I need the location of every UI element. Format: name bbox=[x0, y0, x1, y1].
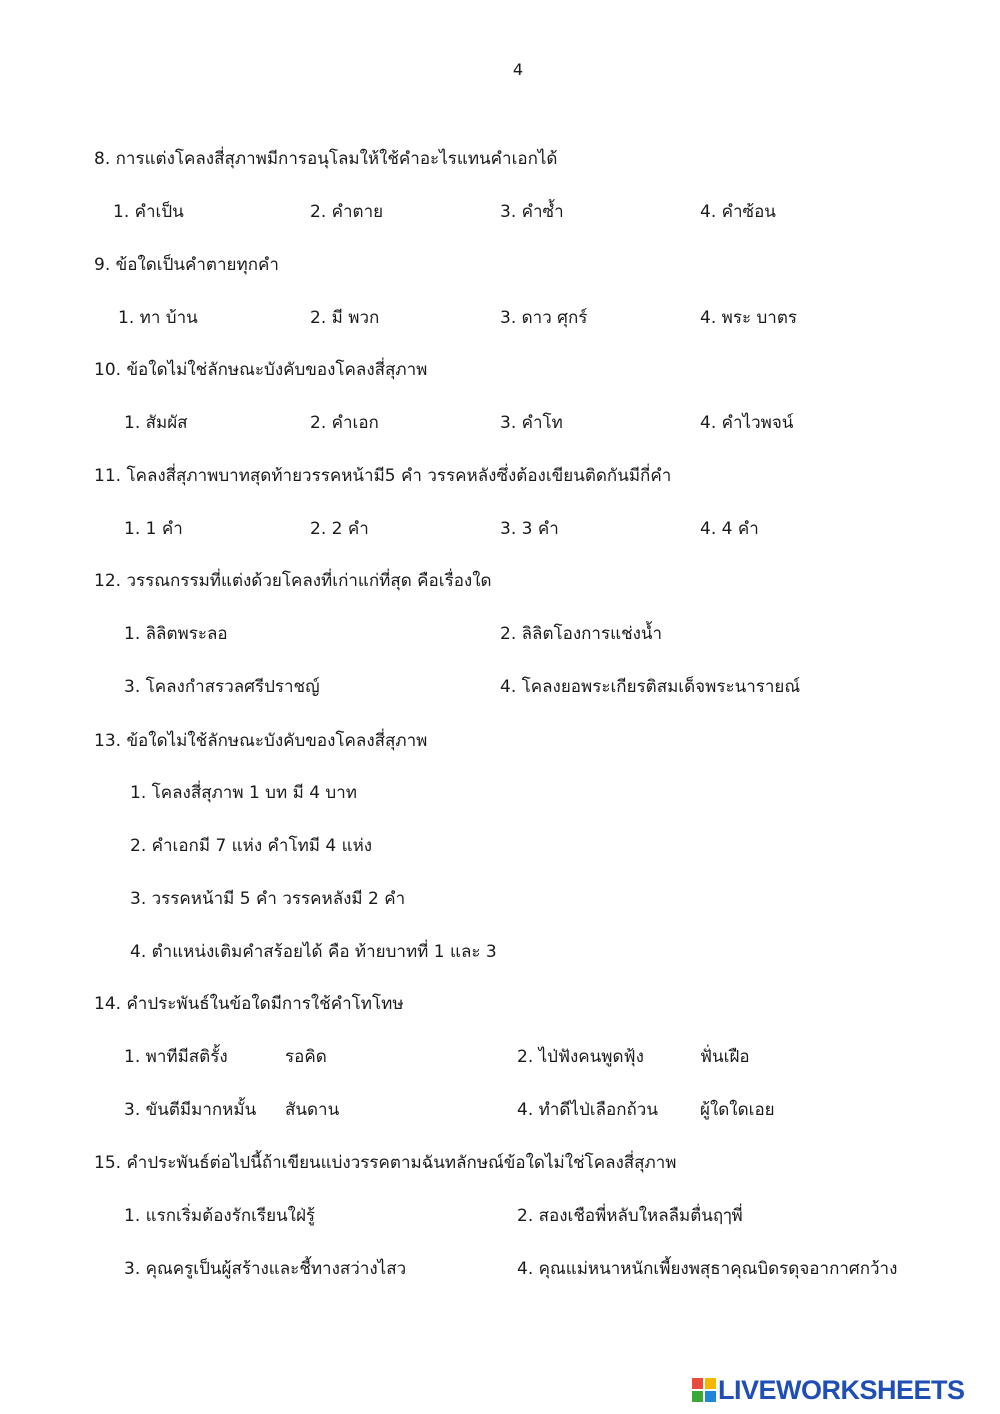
q11-option-3[interactable]: 3. 3 คำ bbox=[500, 519, 559, 539]
q14-option-1-second-half: รอคิด bbox=[285, 1047, 327, 1067]
q10-option-3[interactable]: 3. คำโท bbox=[500, 413, 563, 433]
q14-option-2-second-half: ฟั่นเฝือ bbox=[700, 1047, 750, 1067]
q15-option-2[interactable]: 2. สองเชือพี่หลับใหลลืมตื่นฤๅพี่ bbox=[517, 1206, 743, 1226]
q15-option-1[interactable]: 1. แรกเริ่มต้องรักเรียนใฝ่รู้ bbox=[124, 1206, 316, 1226]
q13-option-1[interactable]: 1. โคลงสี่สุภาพ 1 บท มี 4 บาท bbox=[130, 783, 357, 803]
q8-option-3[interactable]: 3. คำซ้ำ bbox=[500, 202, 564, 222]
q10-option-1[interactable]: 1. สัมผัส bbox=[124, 413, 188, 433]
question-12-text: 12. วรรณกรรมที่แต่งด้วยโคลงที่เก่าแก่ที่สุด คือเรื่องใด bbox=[94, 571, 492, 591]
q14-option-1[interactable]: 1. พาทีมีสติรั้ง bbox=[124, 1047, 228, 1067]
question-14-text: 14. คำประพันธ์ในข้อใดมีการใช้คำโทโทษ bbox=[94, 994, 404, 1014]
q11-option-2[interactable]: 2. 2 คำ bbox=[310, 519, 369, 539]
q12-option-3[interactable]: 3. โคลงกำสรวลศรีปราชญ์ bbox=[124, 677, 320, 697]
q10-option-2[interactable]: 2. คำเอก bbox=[310, 413, 379, 433]
page-number: 4 bbox=[512, 60, 524, 79]
question-10-text: 10. ข้อใดไม่ใช่ลักษณะบังคับของโคลงสี่สุภาพ bbox=[94, 360, 428, 380]
q14-option-4[interactable]: 4. ทำดีไป่เลือกถ้วน bbox=[517, 1100, 658, 1120]
q15-option-3[interactable]: 3. คุณครูเป็นผู้สร้างและชี้ทางสว่างไสว bbox=[124, 1259, 407, 1279]
question-15-text: 15. คำประพันธ์ต่อไปนี้ถ้าเขียนแบ่งวรรคตามฉันทลักษณ์ข้อใดไม่ใช่โคลงสี่สุภาพ bbox=[94, 1153, 677, 1173]
q12-option-1[interactable]: 1. ลิลิตพระลอ bbox=[124, 624, 228, 644]
question-11-text: 11. โคลงสี่สุภาพบาทสุดท้ายวรรคหน้ามี5 คำ วรรคหลังซึ่งต้องเขียนติดกันมีกี่คำ bbox=[94, 466, 672, 486]
q8-option-1[interactable]: 1. คำเป็น bbox=[113, 202, 184, 222]
q15-option-4[interactable]: 4. คุณแม่หนาหนักเพี้ยงพสุธาคุณบิดรดุจอากาศกว้าง bbox=[517, 1259, 898, 1279]
q9-option-4[interactable]: 4. พระ บาตร bbox=[700, 308, 798, 328]
logo-text: LIVEWORKSHEETS bbox=[718, 1375, 965, 1405]
q8-option-2[interactable]: 2. คำตาย bbox=[310, 202, 384, 222]
q9-option-3[interactable]: 3. ดาว ศุกร์ bbox=[500, 308, 588, 328]
logo-square-blue bbox=[705, 1391, 716, 1402]
q13-option-2[interactable]: 2. คำเอกมี 7 แห่ง คำโทมี 4 แห่ง bbox=[130, 836, 373, 856]
logo-square-green bbox=[692, 1391, 703, 1402]
q10-option-4[interactable]: 4. คำไวพจน์ bbox=[700, 413, 794, 433]
q11-option-4[interactable]: 4. 4 คำ bbox=[700, 519, 759, 539]
logo-square-yellow bbox=[705, 1378, 716, 1389]
q14-option-3[interactable]: 3. ขันตีมีมากหมั้น bbox=[124, 1100, 257, 1120]
q9-option-2[interactable]: 2. มี พวก bbox=[310, 308, 380, 328]
question-13-text: 13. ข้อใดไม่ใช้ลักษณะบังคับของโคลงสี่สุภาพ bbox=[94, 731, 428, 751]
q13-option-3[interactable]: 3. วรรคหน้ามี 5 คำ วรรคหลังมี 2 คำ bbox=[130, 889, 406, 909]
question-9-text: 9. ข้อใดเป็นคำตายทุกคำ bbox=[94, 255, 279, 275]
liveworksheets-logo bbox=[692, 1376, 965, 1404]
q13-option-4[interactable]: 4. ตำแหน่งเติมคำสร้อยได้ คือ ท้ายบาทที่ 1 และ 3 bbox=[130, 942, 497, 962]
question-8-text: 8. การแต่งโคลงสี่สุภาพมีการอนุโลมให้ใช้คำอะไรแทนคำเอกได้ bbox=[94, 149, 558, 169]
q8-option-4[interactable]: 4. คำซ้อน bbox=[700, 202, 776, 222]
q12-option-4[interactable]: 4. โคลงยอพระเกียรติสมเด็จพระนารายณ์ bbox=[500, 677, 801, 697]
q14-option-3-second-half: สันดาน bbox=[285, 1100, 340, 1120]
q11-option-1[interactable]: 1. 1 คำ bbox=[124, 519, 183, 539]
q14-option-2[interactable]: 2. ไป่ฟังคนพูดฟุ้ง bbox=[517, 1047, 644, 1067]
logo-square-red bbox=[692, 1378, 703, 1389]
logo-mark-icon bbox=[692, 1378, 716, 1402]
q14-option-4-second-half: ผู้ใดใดเอย bbox=[700, 1100, 775, 1120]
q12-option-2[interactable]: 2. ลิลิตโองการแช่งน้ำ bbox=[500, 624, 663, 644]
q9-option-1[interactable]: 1. ทา บ้าน bbox=[118, 308, 198, 328]
